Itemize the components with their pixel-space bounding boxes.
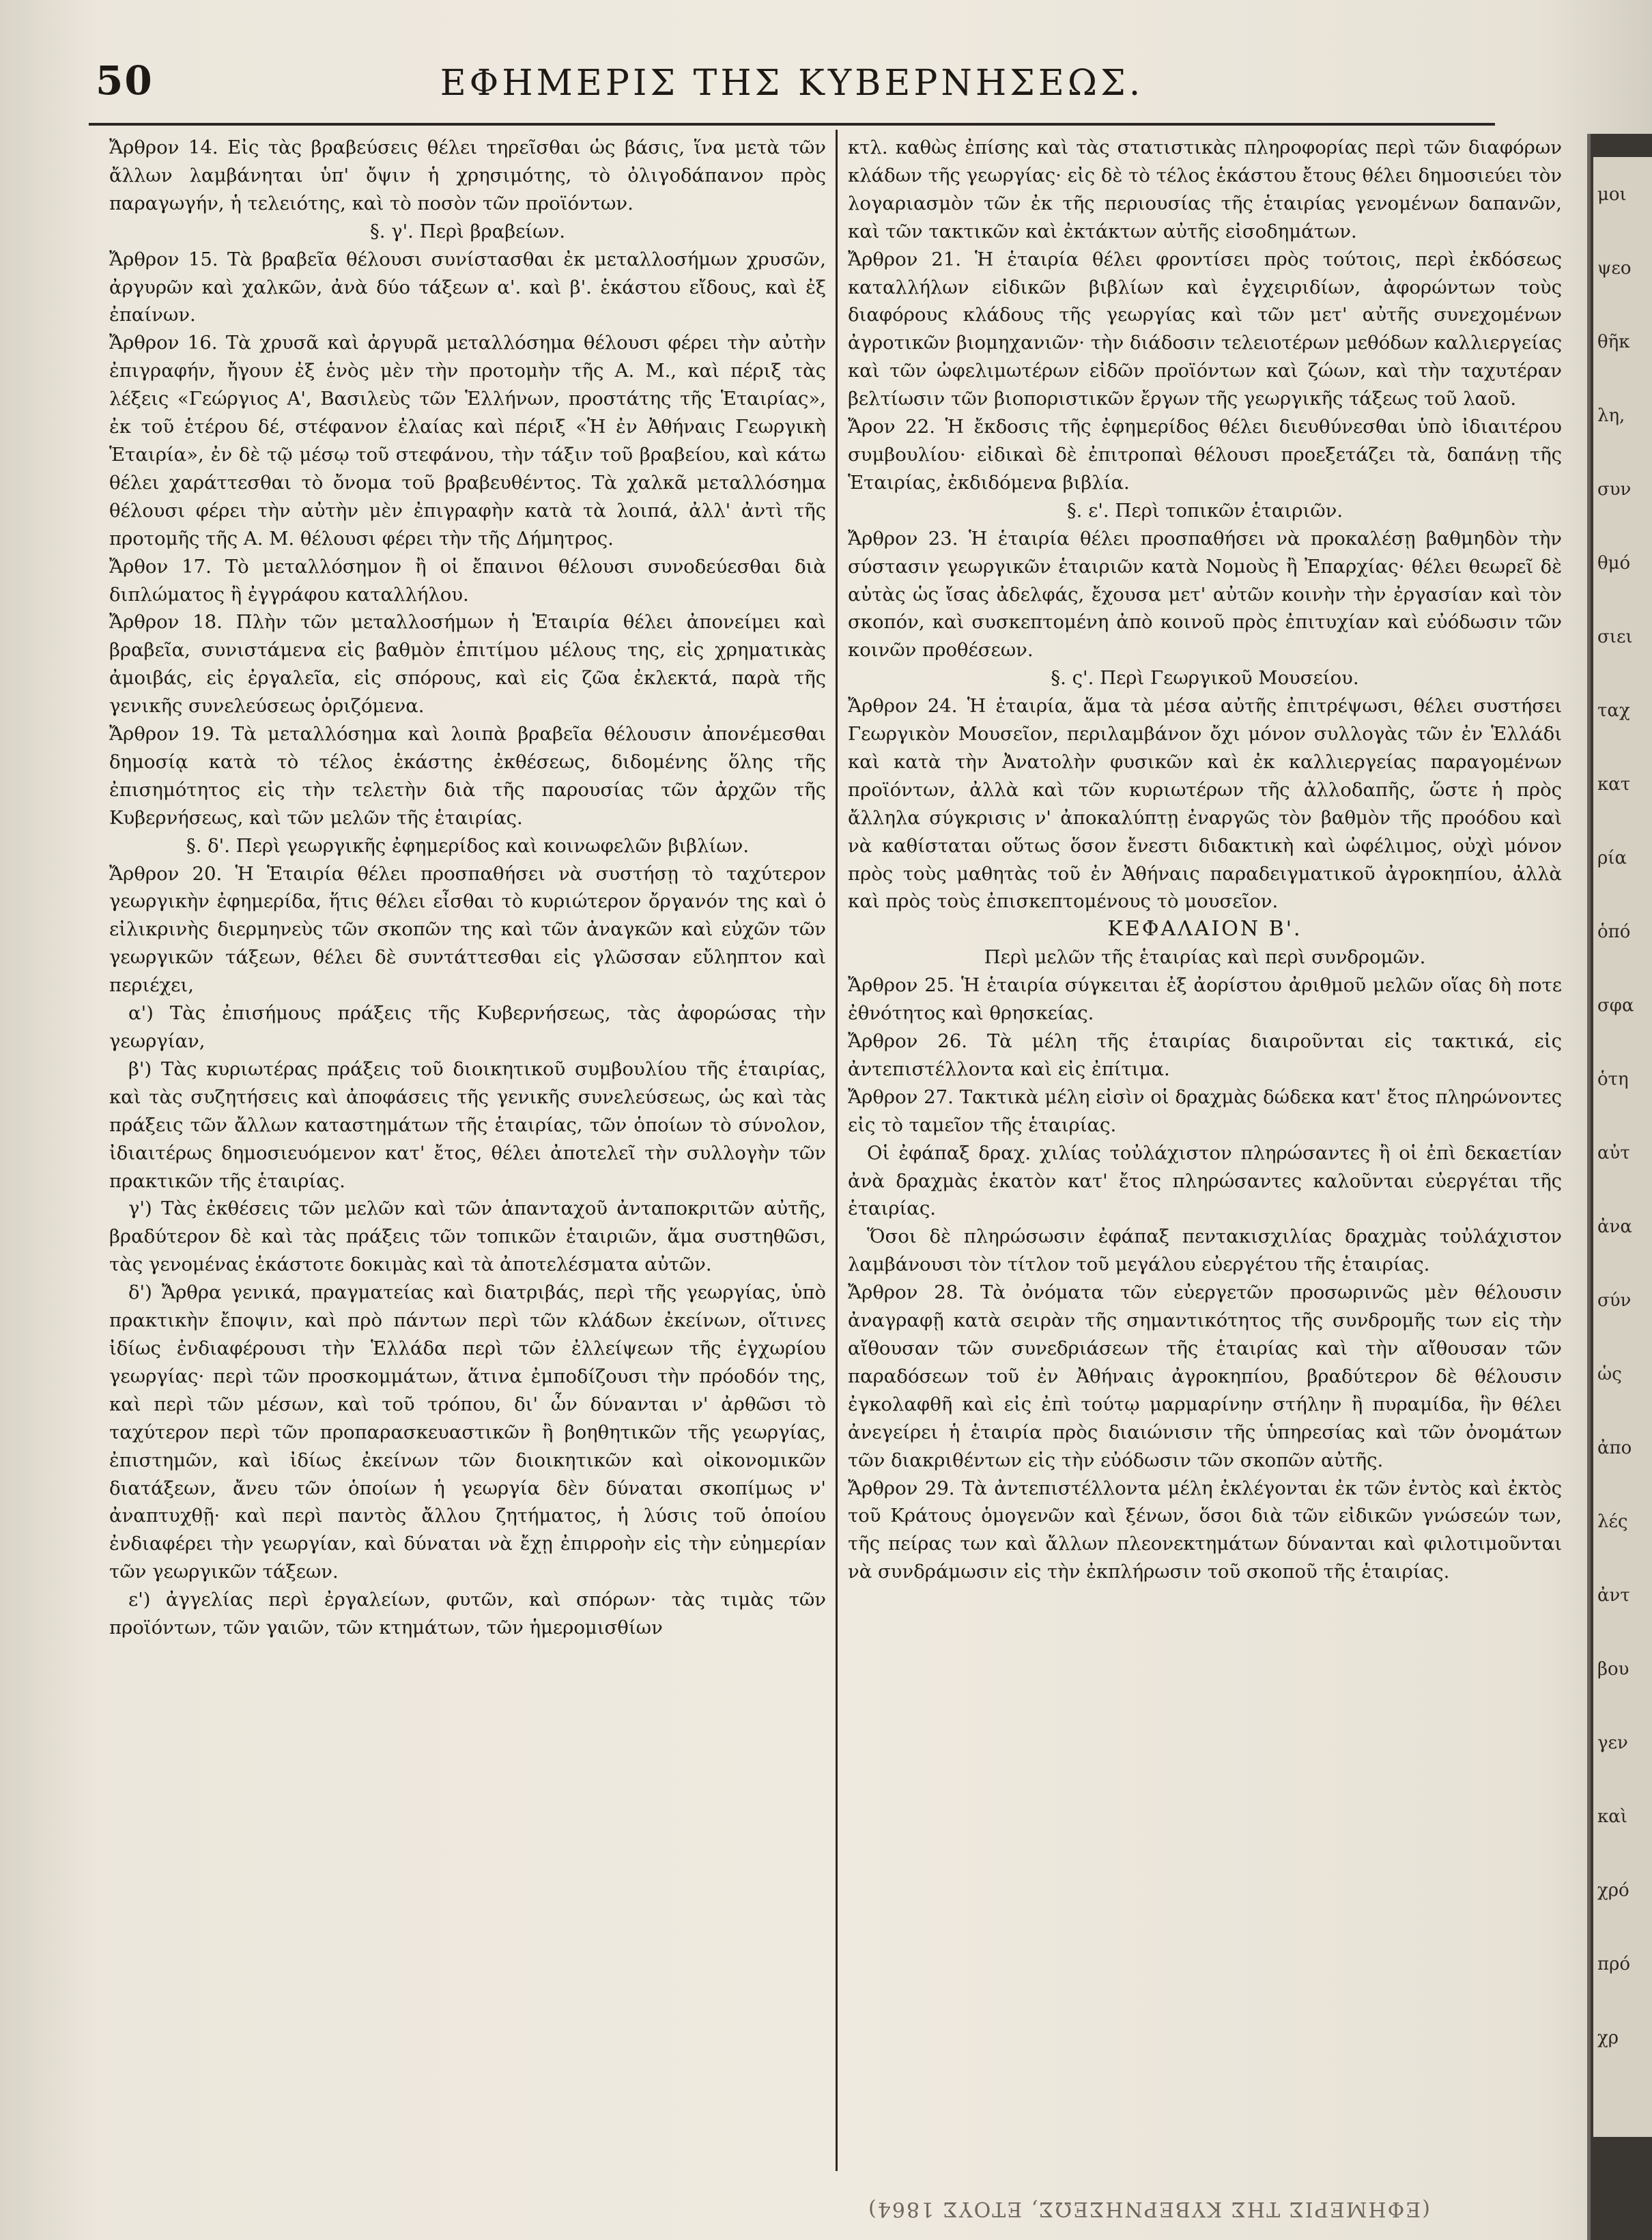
edge-fragment: θῆκ: [1597, 332, 1630, 352]
edge-fragment: σιει: [1597, 627, 1633, 647]
edge-fragment: λη,: [1597, 406, 1625, 426]
section-heading-stigma: §. ς'. Περὶ Γεωργικοῦ Μουσείου.: [1051, 667, 1359, 690]
article-20-item-b: β') Τὰς κυριωτέρας πράξεις τοῦ διοικητικοῦ συμβουλίου τῆς ἑταιρίας, καὶ τὰς συζητήσεις καὶ ἀποφάσεις τῆς γενικῆς συνελεύσεως, ὡς καὶ τὰς πράξεις τῶν ἄλλων καταστημάτων τῆς ἑταιρίας, τῶν ὁποίων τὸ σύνολον, ἰδιαιτέρως δημοσιευόμενον κατ' ἔτος, θέλει ἀποτελεῖ τὴν συλλογὴν τῶν πρακτικῶν τῆς ἑταιρίας.: [109, 1058, 826, 1192]
article-20-continued: κτλ. καθὼς ἐπίσης καὶ τὰς στατιστικὰς πληροφορίας περὶ τῶν διαφόρων κλάδων τῆς γεωργίας· εἰς δὲ τὸ τέλος ἑκάστου ἔτους θέλει δημοσιεύει τὸν λογαριασμὸν τῶν ἐκ τῆς περιουσίας τῆς ἑταιρίας γενομένων δαπανῶν, καὶ τῶν τακτικῶν καὶ ἐκτάκτων αὐτῆς εἰσοδημάτων.: [848, 137, 1562, 242]
section-heading-epsilon: §. ε'. Περὶ τοπικῶν ἑταιριῶν.: [1066, 499, 1343, 522]
edge-fragment: συν: [1597, 479, 1632, 500]
article-14: Ἄρθρον 14. Εἰς τὰς βραβεύσεις θέλει τηρεῖσθαι ὡς βάσις, ἵνα μετὰ τῶν ἄλλων λαμβάνηται ὑπ' ὄψιν ἡ χρησιμότης, τὸ ὀλιγοδάπανον πρὸς παραγωγήν, ἡ τελειότης, καὶ τὸ ποσὸν τῶν προϊόντων.: [109, 137, 826, 214]
article-23: Ἄρθρον 23. Ἡ ἑταιρία θέλει προσπαθήσει νὰ προκαλέσῃ βαθμηδὸν τὴν σύστασιν γεωργικῶν ἑταιριῶν κατὰ Νομοὺς ἢ Ἐπαρχίας· θέλει θεωρεῖ δὲ αὐτὰς ὡς ἴσας ἀδελφάς, ἔχουσα μετ' αὐτῶν κοινὴν τὴν ἐργασίαν καὶ τὸν σκοπόν, καὶ συσκεπτομένη ἀπὸ κοινοῦ πρὸς ἐπιτυχίαν καὶ εὐόδωσιν τῶν κοινῶν προθέσεων.: [848, 527, 1562, 662]
page-number: 50: [96, 57, 154, 104]
article-20-item-d: δ') Ἄρθρα γενικά, πραγματείας καὶ διατριβάς, περὶ τῆς γεωργίας, ὑπὸ πρακτικὴν ἔποψιν, καὶ πρὸ πάντων περὶ τῶν κλάδων ἐκείνων, οἵτινες ἰδίως ἐνδιαφέρουσι τὴν Ἑλλάδα περὶ τῶν ἐλλείψεων τῆς ἐγχωρίου γεωργίας· περὶ τῶν προσκομμάτων, ἅτινα ἐμποδίζουσι τὴν πρόοδόν της, καὶ περὶ τῶν μέσων, καὶ τοῦ τρόπου, δι' ὧν δύνανται ν' ἀρθῶσι τὸ ταχύτερον περὶ τῶν προπαρασκευαστικῶν ἢ βοηθητικῶν τῆς γεωργίας, ἐπιστημῶν, καὶ ἰδίως ἐκείνων τῶν διοικητικῶν καὶ οἰκονομικῶν διατάξεων, ἄνευ τῶν ὁποίων ἡ γεωργία δὲν δύναται σκοπίμως ν' ἀναπτυχθῇ· καὶ περὶ παντὸς ἄλλου ζητήματος, ἡ λύσις τοῦ ὁποίου ἐνδιαφέρει τὴν γεωργίαν, καὶ δύναται νὰ ἔχῃ ἐπιρροὴν εἰς τὴν εὐημερίαν τῶν γεωργικῶν τάξεων.: [109, 1281, 826, 1583]
article-19: Ἄρθρον 19. Τὰ μεταλλόσημα καὶ λοιπὰ βραβεῖα θέλουσιν ἀπονέμεσθαι δημοσίᾳ κατὰ τὸ τέλος ἑκάστης ἐκθέσεως, διδομένης ὅλης τῆς ἐπισημότητος εἰς τὴν τελετὴν διὰ τῆς παρουσίας τῶν ἀρχῶν τῆς Κυβερνήσεως, καὶ τῶν μελῶν τῆς ἑταιρίας.: [109, 723, 826, 829]
edge-fragment: αὐτ: [1597, 1143, 1630, 1163]
article-20-item-c: γ') Τὰς ἐκθέσεις τῶν μελῶν καὶ τῶν ἁπανταχοῦ ἀνταποκριτῶν αὐτῆς, βραδύτερον δὲ καὶ τὰς πράξεις τῶν τοπικῶν ἑταιριῶν, ἅμα συστηθῶσι, τὰς γενομένας ἑκάστοτε δοκιμὰς καὶ τὰ ἀποτελέσματα αὐτῶν.: [109, 1197, 826, 1276]
article-16: Ἄρθρον 16. Τὰ χρυσᾶ καὶ ἀργυρᾶ μεταλλόσημα θέλουσι φέρει τὴν αὐτὴν ἐπιγραφήν, ἤγουν ἐξ ἑνὸς μὲν τὴν προτομὴν τῆς Α. Μ., καὶ πέριξ τὰς λέξεις «Γεώργιος Α', Βασιλεὺς τῶν Ἑλλήνων, προστάτης τῆς Ἑταιρίας», ἐκ τοῦ ἑτέρου δέ, στέφανον ἐλαίας καὶ πέριξ «Ἡ ἐν Ἀθήναις Γεωργικὴ Ἑταιρία», ἐν δὲ τῷ μέσῳ τοῦ στεφάνου, τὴν τάξιν τοῦ βραβείου, καὶ κάτω θέλει χαράττεσθαι τὸ ὄνομα τοῦ βραβευθέντος. Τὰ χαλκᾶ μεταλλόσημα θέλουσι φέρει τὴν αὐτὴν μὲν ἐπιγραφὴν κατὰ τὰ λοιπά, ἀλλ' ἀντὶ τῆς προτομῆς τῆς Α. Μ. θέλουσι φέρει τὴν τῆς Δήμητρος.: [109, 332, 826, 550]
article-24: Ἄρθρον 24. Ἡ ἑταιρία, ἅμα τὰ μέσα αὐτῆς ἐπιτρέψωσι, θέλει συστήσει Γεωργικὸν Μουσεῖον, περιλαμβάνον ὄχι μόνον συλλογὰς τῶν ἐν Ἑλλάδι καὶ κατὰ τὴν Ἀνατολὴν φυσικῶν καὶ ἐκ καλλιεργείας παραγομένων προϊόντων, ἀλλὰ καὶ τῶν κυριωτέρων τῆς ἀλλοδαπῆς, ὥστε ἡ πρὸς ἄλληλα σύγκρισις ν' ἀποκαλύπτῃ ἐναργῶς τὸν βαθμὸν τῆς προόδου καὶ νὰ καθίσταται οὕτως ὅσον ἔνεστι διδακτικὴ καὶ ὠφέλιμος, οὐχὶ μόνον πρὸς τοὺς μαθητὰς τοῦ ἐν Ἀθήναις παραδειγματικοῦ ἀγροκηπίου, ἀλλὰ καὶ πρὸς τοὺς ἐπισκεπτομένους τὸ μουσεῖον.: [848, 695, 1562, 913]
article-18: Ἄρθρον 18. Πλὴν τῶν μεταλλοσήμων ἡ Ἑταιρία θέλει ἀπονείμει καὶ βραβεῖα, συνιστάμενα εἰς βαθμὸν ἐπιτίμου μέλους της, εἰς χρηματικὰς ἀμοιβάς, εἰς ἐργαλεῖα, εἰς σπόρους, καὶ εἰς ζῶα ἐκλεκτά, παρὰ τῆς γενικῆς συνελεύσεως ὁριζόμενα.: [109, 611, 826, 718]
edge-fragment: σφα: [1597, 995, 1634, 1016]
edge-fragment: ἀπο: [1597, 1438, 1632, 1458]
edge-fragment: σύν: [1597, 1290, 1632, 1311]
page-title: ΕΦΗΜΕΡΙΣ ΤΗΣ ΚΥΒΕΡΝΗΣΕΩΣ.: [440, 63, 1144, 104]
edge-fragment: μοι: [1597, 184, 1627, 205]
article-28: Ἄρθρον 28. Τὰ ὀνόματα τῶν εὐεργετῶν προσωρινῶς μὲν θέλουσιν ἀναγραφῇ κατὰ σειρὰν τῆς σημαντικότητος τῆς συνδρομῆς των εἰς τὴν αἴθουσαν τῶν συνεδριάσεων τῆς ἑταιρίας καὶ τὴν αἴθουσαν τῶν παραδόσεων τοῦ ἐν Ἀθήναις ἀγροκηπίου, βραδύτερον δὲ θέλουσιν ἐγκολαφθῆ καὶ εἰς ἐπὶ τούτῳ μαρμαρίνην στήλην ἢ πυραμίδα, ἣν θέλει ἀνεγείρει ἡ ἑταιρία πρὸς διαιώνισιν τῆς ὑπηρεσίας καὶ τῶν ὀνομάτων τῶν διακριθέντων εἰς τὴν εὐόδωσιν τῶν σκοπῶν αὐτῆς.: [848, 1281, 1562, 1471]
edge-fragment: ὁτη: [1597, 1069, 1629, 1090]
chapter-heading: ΚΕΦΑΛΑΙΟΝ Β'.: [1107, 917, 1302, 941]
edge-fragment: πρό: [1597, 1954, 1631, 1974]
article-25: Ἄρθρον 25. Ἡ ἑταιρία σύγκειται ἐξ ἀορίστου ἀριθμοῦ μελῶν οἵας δὴ ποτε ἐθνότητος καὶ θρησκείας.: [848, 974, 1562, 1025]
article-27: Ἄρθρον 27. Τακτικὰ μέλη εἰσὶν οἱ δραχμὰς δώδεκα κατ' ἔτος πληρώνοντες εἰς τὸ ταμεῖον τῆς ἑταιρίας.: [848, 1086, 1562, 1136]
edge-fragment: ψεο: [1597, 258, 1632, 279]
page-header: [89, 48, 1495, 126]
article-27-great-benefactors: Ὅσοι δὲ πληρώσωσιν ἐφάπαξ πεντακισχιλίας δραχμὰς τοὐλάχιστον λαμβάνουσι τὸν τίτλον τοῦ μεγάλου εὐεργέτου τῆς ἑταιρίας.: [848, 1225, 1562, 1276]
edge-fragment: βου: [1597, 1659, 1629, 1679]
edge-fragment: θμό: [1597, 553, 1631, 573]
edge-fragment: γεν: [1597, 1733, 1628, 1753]
right-column: [848, 134, 1562, 2168]
adjacent-page-text: [1593, 157, 1652, 2137]
chapter-subtitle: Περὶ μελῶν τῆς ἑταιρίας καὶ περὶ συνδρομῶν.: [984, 946, 1426, 969]
article-20: Ἄρθρον 20. Ἡ Ἑταιρία θέλει προσπαθήσει νὰ συστήσῃ τὸ ταχύτερον γεωργικὴν ἐφημερίδα, ἥτις θέλει εἶσθαι τὸ κυριώτερον ὄργανόν της καὶ ὁ εἰλικρινὴς διερμηνεὺς τῶν σκοπῶν της καὶ τῶν ἀναγκῶν καὶ εὐχῶν τῶν γεωργικῶν τάξεων, θέλει δὲ συντάττεσθαι εἰς γλῶσσαν εὔληπτον καὶ περιέχει,: [109, 862, 826, 997]
article-20-item-a: α') Τὰς ἐπισήμους πράξεις τῆς Κυβερνήσεως, τὰς ἀφορώσας τὴν γεωργίαν,: [109, 1002, 826, 1052]
edge-fragment: ἀντ: [1597, 1585, 1630, 1606]
edge-fragment: λές: [1597, 1512, 1628, 1532]
edge-fragment: χρό: [1597, 1880, 1629, 1901]
edge-fragment: ρία: [1597, 848, 1627, 868]
edge-fragment: ἀνα: [1597, 1217, 1632, 1237]
article-22: Ἄρον 22. Ἡ ἔκδοσις τῆς ἐφημερίδος θέλει διευθύνεσθαι ὑπὸ ἰδιαιτέρου συμβουλίου· εἰδικαὶ δὲ ἐπιτροπαὶ θέλουσι προεξετάζει τὰ, δαπάνῃ τῆς Ἑταιρίας, ἐκδιδόμενα βιβλία.: [848, 416, 1562, 494]
edge-fragment: καὶ: [1597, 1806, 1628, 1827]
section-heading-gamma: §. γ'. Περὶ βραβείων.: [369, 220, 566, 242]
article-20-item-e: ε') ἀγγελίας περὶ ἐργαλείων, φυτῶν, καὶ σπόρων· τὰς τιμὰς τῶν προϊόντων, τῶν γαιῶν, τῶν κτημάτων, τῶν ἡμερομισθίων: [109, 1589, 826, 1639]
article-29: Ἄρθρον 29. Τὰ ἀντεπιστέλλοντα μέλη ἐκλέγονται ἐκ τῶν ἐντὸς καὶ ἐκτὸς τοῦ Κράτους ὁμογενῶν καὶ ξένων, ὅσοι διὰ τῶν εἰδικῶν γνώσεών των, τῆς πείρας των καὶ ἄλλων πλεονεκτημάτων δύνανται καὶ φιλοτιμοῦνται νὰ συνδράμωσιν εἰς τὴν ἐκπλήρωσιν τοῦ σκοποῦ τῆς ἑταιρίας.: [848, 1477, 1562, 1583]
footer-bleed-text: (ΕΦΗΜΕΡΙΣ ΤΗΣ ΚΥΒΕΡΝΗΣΕΩΣ, ΕΤΟΥΣ 1864): [867, 2197, 1430, 2221]
article-26: Ἄρθρον 26. Τὰ μέλη τῆς ἑταιρίας διαιροῦνται εἰς τακτικά, εἰς ἀντεπιστέλλοντα καὶ εἰς ἐπίτιμα.: [848, 1030, 1562, 1080]
article-17: Ἄρθον 17. Τὸ μεταλλόσημον ἢ οἱ ἔπαινοι θέλουσι συνοδεύεσθαι διὰ διπλώματος ἢ ἐγγράφου καταλλήλου.: [109, 555, 826, 606]
edge-fragment: ταχ: [1597, 700, 1630, 721]
article-27-benefactors: Οἱ ἐφάπαξ δραχ. χιλίας τοὐλάχιστον πληρώσαντες ἢ οἱ ἐπὶ δεκαετίαν ἀνὰ δραχμὰς ἑκατὸν κατ' ἔτος πληρώσαντες καλοῦνται εὐεργέται τῆς ἑταιρίας.: [848, 1142, 1562, 1220]
edge-fragment: ὡς: [1597, 1364, 1622, 1385]
left-column: [109, 134, 826, 2168]
column-divider: [836, 130, 838, 2171]
section-heading-delta: §. δ'. Περὶ γεωργικῆς ἐφημερίδος καὶ κοινωφελῶν βιβλίων.: [186, 834, 750, 857]
article-15: Ἄρθρον 15. Τὰ βραβεῖα θέλουσι συνίστασθαι ἐκ μεταλλοσήμων χρυσῶν, ἀργυρῶν καὶ χαλκῶν, ἀνὰ δύο τάξεων α'. καὶ β'. ἑκάστου εἴδους, καὶ ἐξ ἐπαίνων.: [109, 248, 826, 326]
article-21: Ἄρθρον 21. Ἡ ἑταιρία θέλει φροντίσει πρὸς τούτοις, περὶ ἐκδόσεως καταλλήλων εἰδικῶν βιβλίων καὶ ἐγχειριδίων, ἀφορώντων τοὺς διαφόρους κλάδους τῆς γεωργίας καὶ τῶν μετ' αὐτῆς συνεχομένων ἀγροτικῶν βιομηχανιῶν· τὴν διάδοσιν τελειοτέρων μεθόδων καλλιεργείας καὶ τῶν ὠφελιμωτέρων εἰδῶν προϊόντων καὶ ζώων, καὶ τὴν ταχυτέραν βελτίωσιν τῶν βιοποριστικῶν ἔργων τῆς γεωργικῆς τάξεως τοῦ λαοῦ.: [848, 248, 1562, 410]
edge-fragment: κατ: [1597, 774, 1631, 795]
edge-fragment: ὁπό: [1597, 922, 1631, 942]
edge-fragment: χρ: [1597, 2028, 1619, 2048]
